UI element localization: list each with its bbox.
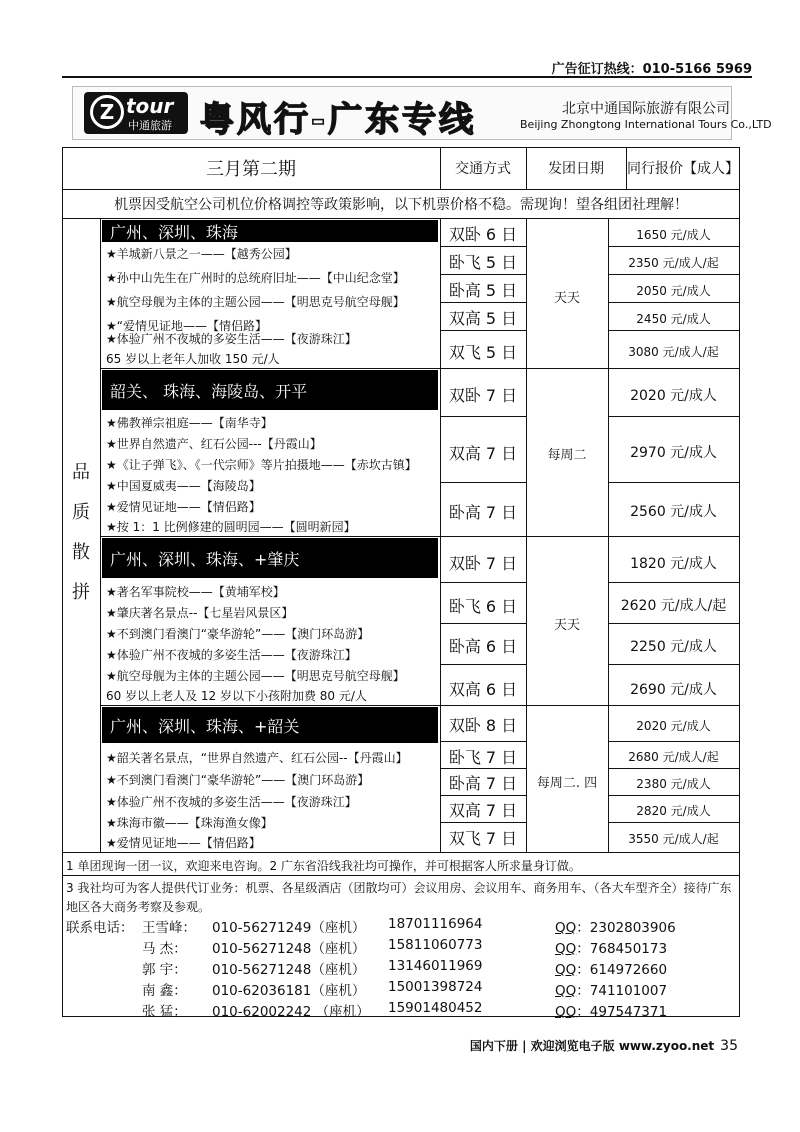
itinerary-line: ★中国夏威夷——【海陵岛】 (106, 479, 261, 493)
price: 2620 元/成人/起 (620, 598, 727, 614)
price: 2020 元/成人 (630, 388, 717, 404)
itinerary-line: ★羊城新八景之一——【越秀公园】 (106, 247, 297, 261)
ad-hotline: 广告征订热线：010-5166 5969 (551, 62, 752, 77)
contact-tel: 010-62036181（座机） (212, 983, 366, 999)
qq-label: QQ (555, 962, 577, 978)
page-title: 粤风行-广东专线 (200, 100, 477, 140)
note-line: 3 我社均可为客人提供代订业务：机票、各星级酒店（团散均可）会议用房、会议用车、商务用车、（各大车型齐全）接待广东 (66, 881, 732, 895)
section-title: 广州、深圳、珠海、+韶关 (102, 707, 438, 743)
contact-label: 联系电话： (66, 920, 134, 936)
footer-text: 国内下册 | 欢迎浏览电子版 www.zyoo.net (469, 1039, 715, 1053)
price: 2680 元/成人/起 (628, 750, 719, 764)
company-name-en: Beijing Zhongtong International Tours Co.,LTD (520, 118, 772, 131)
price: 2380 元/成人 (636, 777, 711, 791)
side-label-char: 质 (72, 502, 90, 523)
price: 1650 元/成人 (636, 228, 711, 242)
transport-option: 卧高 6 日 (448, 637, 518, 656)
contact-tel: 010-62002242 （座机） (212, 1004, 370, 1020)
transport-option: 双高 5 日 (448, 309, 518, 328)
logo-z-icon: Z (90, 95, 124, 129)
contact-name: 张 猛： (142, 1004, 187, 1020)
note-line: 地区各大商务考察及参观。 (66, 900, 211, 914)
qq-number: ：2302803906 (576, 920, 676, 936)
contact-name: 马 杰： (142, 941, 187, 957)
page-footer (470, 1037, 738, 1054)
contact-name: 王雪峰： (142, 920, 196, 936)
price: 1820 元/成人 (630, 556, 717, 572)
qq-label: QQ (555, 1004, 577, 1020)
itinerary-line: ★不到澳门看澳门“豪华游轮”——【澳门环岛游】 (106, 627, 370, 641)
price: 2250 元/成人 (630, 639, 717, 655)
logo-subtext: 中通旅游 (128, 119, 172, 132)
price: 2690 元/成人 (630, 682, 717, 698)
schedule: 每周二 (547, 448, 587, 463)
company-name: 北京中通国际旅游有限公司 (562, 101, 730, 117)
transport-option: 卧飞 7 日 (448, 748, 518, 767)
contact-mobile: 13146011969 (388, 958, 483, 974)
section-title: 广州、深圳、珠海 (102, 220, 438, 242)
note-line: 1 单团现询一团一议，欢迎来电咨询。2 广东省沿线我社均可操作，并可根据客人所求量身订做。 (66, 859, 581, 873)
price: 2450 元/成人 (636, 312, 711, 326)
contact-qq (555, 916, 676, 936)
itinerary-note: 60 岁以上老人及 12 岁以下小孩附加费 80 元/人 (106, 689, 367, 703)
contact-name: 南 鑫： (142, 983, 187, 999)
logo-text: tour (126, 94, 174, 118)
transport-option: 卧飞 5 日 (448, 253, 518, 272)
transport-option: 双高 7 日 (448, 444, 518, 463)
qq-label: QQ (555, 920, 577, 936)
itinerary-line: ★著名军事院校——【黄埔军校】 (106, 585, 285, 599)
itinerary-line: ★韶关著名景点，“世界自然遗产、红石公园--【丹霞山】 (106, 751, 408, 765)
itinerary-line: ★佛教禅宗祖庭——【南华寺】 (106, 416, 273, 430)
section-title: 广州、深圳、珠海、+肇庆 (102, 538, 438, 578)
company-logo (84, 92, 188, 134)
schedule: 天天 (553, 291, 580, 306)
contact-tel: 010-56271248（座机） (212, 941, 366, 957)
transport-option: 卧高 7 日 (448, 503, 518, 522)
contact-qq (555, 937, 667, 957)
schedule: 天天 (553, 618, 580, 633)
itinerary-line: ★“爱情见证地——【情侣路】 (106, 319, 267, 333)
contact-tel: 010-56271249（座机） (212, 920, 366, 936)
transport-option: 卧高 5 日 (448, 281, 518, 300)
transport-option: 双飞 5 日 (448, 343, 518, 362)
itinerary-line: ★航空母舰为主体的主题公园——【明思克号航空母舰】 (106, 295, 405, 309)
transport-option: 双卧 7 日 (448, 386, 518, 405)
price: 2820 元/成人 (636, 804, 711, 818)
qq-number: ：614972660 (576, 962, 668, 978)
itinerary-line: ★体验广州不夜城的多姿生活——【夜游珠江】 (106, 795, 357, 809)
itinerary-line: ★不到澳门看澳门“豪华游轮”——【澳门环岛游】 (106, 773, 370, 787)
itinerary-line: ★孙中山先生在广州时的总统府旧址——【中山纪念堂】 (106, 271, 405, 285)
contact-mobile: 15811060773 (388, 937, 483, 953)
page-number: 35 (720, 1038, 738, 1054)
price: 2560 元/成人 (630, 504, 717, 520)
price: 2050 元/成人 (636, 284, 711, 298)
itinerary-line: ★爱情见证地——【情侣路】 (106, 500, 261, 514)
itinerary-line: ★肇庆著名景点--【七星岩风景区】 (106, 606, 294, 620)
qq-number: ：497547371 (576, 1004, 668, 1020)
itinerary-line: ★爱情见证地——【情侣路】 (106, 836, 261, 850)
itinerary-line: ★珠海市徽——【珠海渔女像】 (106, 816, 273, 830)
itinerary-note: 65 岁以上老年人加收 150 元/人 (106, 352, 280, 366)
contact-mobile: 15001398724 (388, 979, 483, 995)
transport-option: 双卧 6 日 (448, 225, 518, 244)
itinerary-line: ★航空母舰为主体的主题公园——【明思克号航空母舰】 (106, 669, 405, 683)
transport-option: 卧高 7 日 (448, 774, 518, 793)
qq-label: QQ (555, 983, 577, 999)
col-price: 同行报价【成人】 (627, 161, 739, 177)
transport-option: 双飞 7 日 (448, 829, 518, 848)
itinerary-line: ★体验广州不夜城的多姿生活——【夜游珠江】 (106, 648, 357, 662)
itinerary-line: ★世界自然遗产、红石公园---【丹霞山】 (106, 437, 322, 451)
price: 2970 元/成人 (630, 445, 717, 461)
side-label-char: 品 (72, 462, 90, 483)
transport-option: 双卧 8 日 (448, 716, 518, 735)
contact-tel: 010-56271248（座机） (212, 962, 366, 978)
price: 3550 元/成人/起 (628, 832, 719, 846)
price-notice: 机票因受航空公司机位价格调控等政策影响，以下机票价格不稳。需现询！望各组团社理解！ (114, 196, 688, 213)
transport-option: 双卧 7 日 (448, 554, 518, 573)
transport-option: 双高 6 日 (448, 680, 518, 699)
price: 2020 元/成人 (636, 719, 711, 733)
itinerary-line: ★《让子弹飞》、《一代宗师》等片拍摄地——【赤坎古镇】 (106, 458, 417, 472)
price: 2350 元/成人/起 (628, 256, 719, 270)
qq-number: ：768450173 (576, 941, 668, 957)
qq-label: QQ (555, 941, 577, 957)
col-date: 发团日期 (548, 161, 604, 177)
itinerary-line: ★按 1：1 比例修建的圆明园——【圆明新园】 (106, 520, 356, 534)
qq-number: ：741101007 (576, 983, 668, 999)
itinerary-line: ★体验广州不夜城的多姿生活——【夜游珠江】 (106, 332, 357, 346)
contact-mobile: 18701116964 (388, 916, 483, 932)
side-label (62, 218, 100, 852)
contact-mobile: 15901480452 (388, 1000, 483, 1016)
section-title: 韶关、 珠海、海陵岛、开平 (102, 370, 438, 410)
schedule: 每周二. 四 (536, 776, 598, 791)
issue-title: 三月第二期 (206, 159, 296, 180)
transport-option: 卧飞 6 日 (448, 597, 518, 616)
contact-qq (555, 958, 667, 978)
top-rule (62, 76, 752, 78)
col-transport: 交通方式 (455, 161, 511, 177)
transport-option: 双高 7 日 (448, 801, 518, 820)
contact-qq (555, 1000, 667, 1020)
contact-name: 郭 宇： (142, 962, 187, 978)
side-label-char: 拼 (72, 582, 90, 603)
price: 3080 元/成人/起 (628, 345, 719, 359)
contact-qq (555, 979, 667, 999)
side-label-char: 散 (72, 542, 90, 563)
